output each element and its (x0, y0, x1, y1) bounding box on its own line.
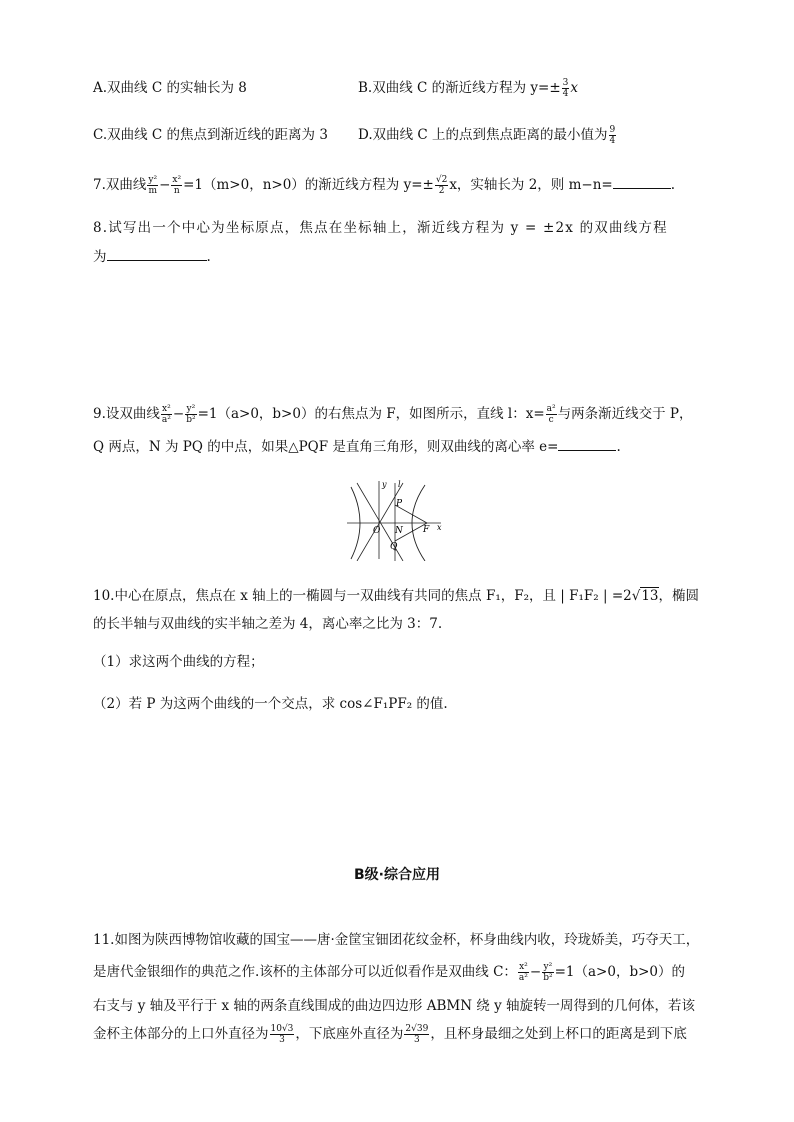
question-10-part-2: （2）若 P 为这两个曲线的一个交点，求 cos∠F₁PF₂ 的值. (93, 696, 448, 712)
label-l: l (398, 480, 401, 489)
question-10-line-1: 10.中心在原点，焦点在 x 轴上的一椭圆与一双曲线有共同的焦点 F₁，F₂，且 | F₁F₂ | =2√13，椭圆 (93, 588, 700, 604)
option-a: A.双曲线 C 的实轴长为 8 (93, 80, 247, 96)
question-9-line-1: 9.设双曲线 $\frac{\text{x²}}{\text{a²}}$ − $\frac{\text{y²}}{\text{b²}}$ =1（a>0，b>0）的右焦点为 F，如图所示，直线 l：x= $\frac{\text{a²}}{c}$ 与两条渐近线交于 P， (93, 404, 693, 425)
question-9-line-2: Q 两点，N 为 PQ 的中点，如果△PQF 是直角三角形，则双曲线的离心率 e= . (93, 436, 621, 457)
question-11-line-1: 11.如图为陕西博物馆收藏的国宝——唐·金筐宝钿团花纹金杯，杯身曲线内收，玲珑娇美，巧夺天工， (93, 932, 700, 948)
question-11-line-3: 右支与 y 轴及平行于 x 轴的两条直线围成的曲边四边形 ABMN 绕 y 轴旋转一周得到的几何体，若该 (93, 998, 696, 1014)
question-10-part-1: （1）求这两个曲线的方程； (93, 654, 264, 670)
option-d (358, 125, 617, 146)
label-p: P (396, 499, 403, 509)
question-8-line-2: 为 . (93, 246, 211, 267)
answer-blank[interactable] (558, 436, 616, 451)
question-8-line-1: 8.试写出一个中心为坐标原点，焦点在坐标轴上，渐近线方程为 y = ±2x 的双曲线方程 (93, 220, 668, 236)
question-11-line-2: 是唐代金银细作的典范之作.该杯的主体部分可以近似看作是双曲线 C： $\frac{\text{x²}}{\text{a²}}$ − $\frac{\text{y²}}{\text{b²}}$ =1（a>0，b>0）的 (93, 962, 685, 983)
option-d-fraction: $\frac{9}{4}$ (609, 125, 616, 146)
label-n: N (395, 526, 403, 536)
section-title: B级·综合应用 (354, 867, 440, 883)
option-c: C.双曲线 C 的焦点到渐近线的距离为 3 (93, 127, 328, 143)
label-o: O (373, 526, 381, 536)
answer-blank[interactable] (613, 174, 671, 189)
label-q: Q (390, 542, 398, 552)
question-7: 7.双曲线 $\frac{\text{y²}}{m}$ − $\frac{\text{x²}}{n}$ =1（m>0，n>0）的渐近线方程为 y=± $\frac{√2}{2}$ x，实轴长为 2，则 m−n= . (93, 175, 676, 196)
option-b-text: B.双曲线 C 的渐近线方程为 y=± (358, 80, 561, 96)
answer-blank[interactable] (107, 246, 207, 261)
option-d-text: D.双曲线 C 上的点到焦点距离的最小值为 (358, 127, 608, 143)
label-x: x (437, 523, 442, 532)
question-11-line-4: 金杯主体部分的上口外直径为 $\frac{10√3}{3}$ ，下底座外直径为 $\frac{2√39}{3}$ ，且杯身最细之处到上杯口的距离是到下底 (93, 1024, 687, 1045)
option-b-fraction: $\frac{3}{4}$ (562, 78, 569, 99)
hyperbola-figure (343, 477, 449, 561)
label-f: F (423, 525, 430, 535)
question-10-line-2: 的长半轴与双曲线的实半轴之差为 4，离心率之比为 3：7. (93, 616, 443, 632)
option-b: B.双曲线 C 的渐近线方程为 y=± $\frac{3}{4}$ x (358, 78, 579, 99)
label-y: y (382, 480, 387, 489)
